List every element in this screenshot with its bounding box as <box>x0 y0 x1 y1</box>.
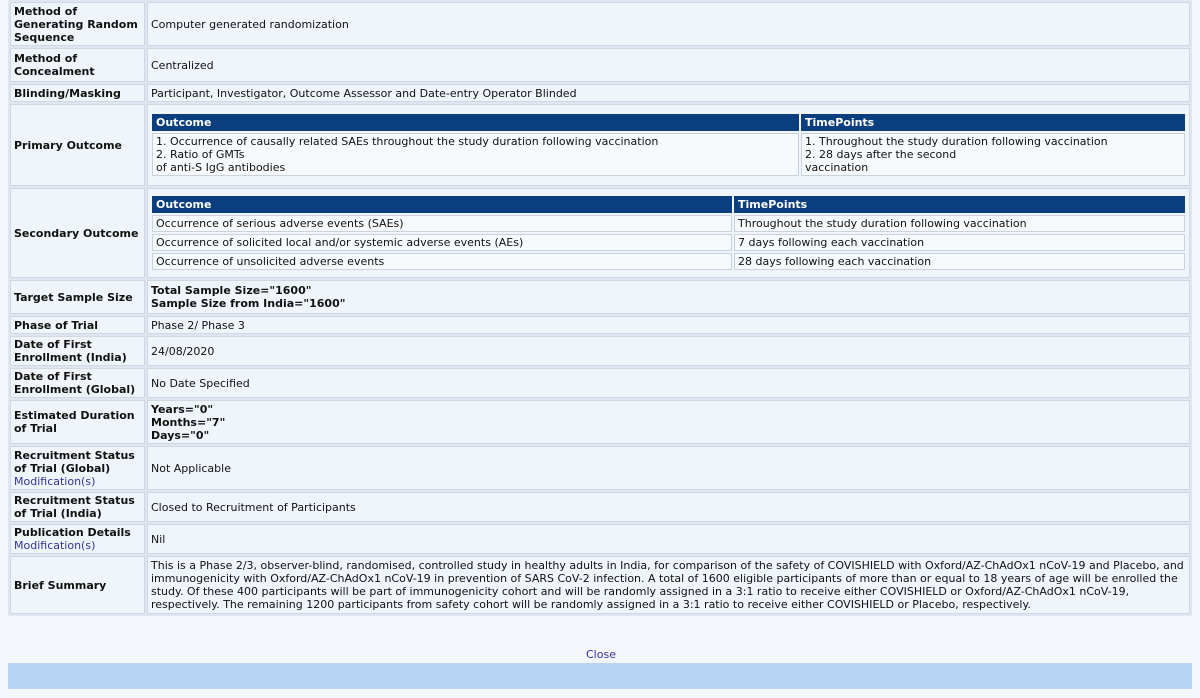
recruit-global-modifications-link[interactable]: Modification(s) <box>14 474 96 488</box>
close-link[interactable]: Close <box>586 648 616 661</box>
value-first-enroll-global: No Date Specified <box>147 368 1190 398</box>
value-random-sequence: Computer generated randomization <box>147 2 1190 46</box>
value-recruit-india: Closed to Recruitment of Participants <box>147 492 1190 522</box>
value-blinding: Participant, Investigator, Outcome Assessor and Date-entry Operator Blinded <box>147 84 1190 102</box>
secondary-timepoint-cell: Throughout the study duration following vaccination <box>734 215 1185 232</box>
row-recruit-global <box>10 446 1190 490</box>
row-first-enroll-global <box>10 368 1190 398</box>
label-primary-outcome: Primary Outcome <box>10 104 145 186</box>
value-recruit-global: Not Applicable <box>147 446 1190 490</box>
label-duration: Estimated Duration of Trial <box>10 400 145 444</box>
row-first-enroll-india <box>10 336 1190 366</box>
bottom-bar <box>8 663 1192 689</box>
label-sample-size: Target Sample Size <box>10 280 145 314</box>
row-secondary-outcome <box>10 188 1190 278</box>
duration-days: Days="0" <box>151 428 210 442</box>
value-concealment: Centralized <box>147 48 1190 82</box>
secondary-outcome-cell: Occurrence of solicited local and/or systemic adverse events (AEs) <box>152 234 732 251</box>
primary-outcome-cell: 1. Occurrence of causally related SAEs throughout the study duration following vaccination 2. Ratio of GMTs of anti-S IgG antibodies <box>152 133 799 176</box>
duration-years: Years="0" <box>151 402 214 416</box>
label-recruit-india: Recruitment Status of Trial (India) <box>10 492 145 522</box>
trial-details-table <box>8 0 1192 616</box>
value-sample-size <box>147 280 1190 314</box>
row-random-sequence <box>10 2 1190 46</box>
label-secondary-outcome: Secondary Outcome <box>10 188 145 278</box>
table-row <box>152 234 1185 251</box>
primary-col-outcome: Outcome <box>152 114 799 131</box>
table-row <box>152 215 1185 232</box>
primary-col-timepoints: TimePoints <box>801 114 1185 131</box>
secondary-outcome-table <box>150 194 1187 272</box>
label-phase: Phase of Trial <box>10 316 145 334</box>
value-publication: Nil <box>147 524 1190 554</box>
value-brief-summary: This is a Phase 2/3, observer-blind, randomised, controlled study in healthy adults in India, for comparison of the safety of COVISHIELD with Oxford/AZ-ChAdOx1 nCoV-19 and Placebo, and immunogenicity with Oxford/AZ-ChAdOx1 nCoV-19 in prevention of SARS CoV-2 infection. A total of 1600 eligible participants of more than or equal to 18 years of age will be enrolled the study. Of these 400 participants will be part of immunogenicity cohort and will be randomly assigned in a 3:1 ratio to receive either COVISHIELD or Oxford/AZ-ChAdOx1 nCoV-19, respectively. The remaining 1200 participants from safety cohort will be randomly assigned in a 3:1 ratio to receive either COVISHIELD or Placebo, respectively. <box>147 556 1190 614</box>
table-row <box>152 253 1185 270</box>
label-concealment: Method of Concealment <box>10 48 145 82</box>
label-first-enroll-india: Date of First Enrollment (India) <box>10 336 145 366</box>
secondary-timepoint-cell: 28 days following each vaccination <box>734 253 1185 270</box>
value-phase: Phase 2/ Phase 3 <box>147 316 1190 334</box>
total-sample-size: Total Sample Size="1600" <box>151 284 312 297</box>
india-sample-size: Sample Size from India="1600" <box>151 297 346 310</box>
label-blinding: Blinding/Masking <box>10 84 145 102</box>
value-first-enroll-india: 24/08/2020 <box>147 336 1190 366</box>
row-primary-outcome <box>10 104 1190 186</box>
label-random-sequence: Method of Generating Random Sequence <box>10 2 145 46</box>
row-blinding <box>10 84 1190 102</box>
primary-timepoint-cell: 1. Throughout the study duration following vaccination 2. 28 days after the second vaccination <box>801 133 1185 176</box>
secondary-outcome-cell: Occurrence of unsolicited adverse events <box>152 253 732 270</box>
secondary-col-outcome: Outcome <box>152 196 732 213</box>
label-publication: Publication Details Modification(s) <box>10 524 145 554</box>
publication-modifications-link[interactable]: Modification(s) <box>14 539 96 552</box>
label-recruit-global: Recruitment Status of Trial (Global) Modification(s) <box>10 446 145 490</box>
label-brief-summary: Brief Summary <box>10 556 145 614</box>
secondary-col-timepoints: TimePoints <box>734 196 1185 213</box>
secondary-timepoint-cell: 7 days following each vaccination <box>734 234 1185 251</box>
row-recruit-india <box>10 492 1190 522</box>
table-row <box>152 133 1185 176</box>
row-duration <box>10 400 1190 444</box>
duration-months: Months="7" <box>151 415 226 429</box>
row-publication <box>10 524 1190 554</box>
row-concealment <box>10 48 1190 82</box>
row-phase <box>10 316 1190 334</box>
value-duration <box>147 400 1190 444</box>
label-first-enroll-global: Date of First Enrollment (Global) <box>10 368 145 398</box>
secondary-outcome-cell: Occurrence of serious adverse events (SAEs) <box>152 215 732 232</box>
row-brief-summary <box>10 556 1190 614</box>
primary-outcome-table <box>150 112 1187 178</box>
row-sample-size <box>10 280 1190 314</box>
